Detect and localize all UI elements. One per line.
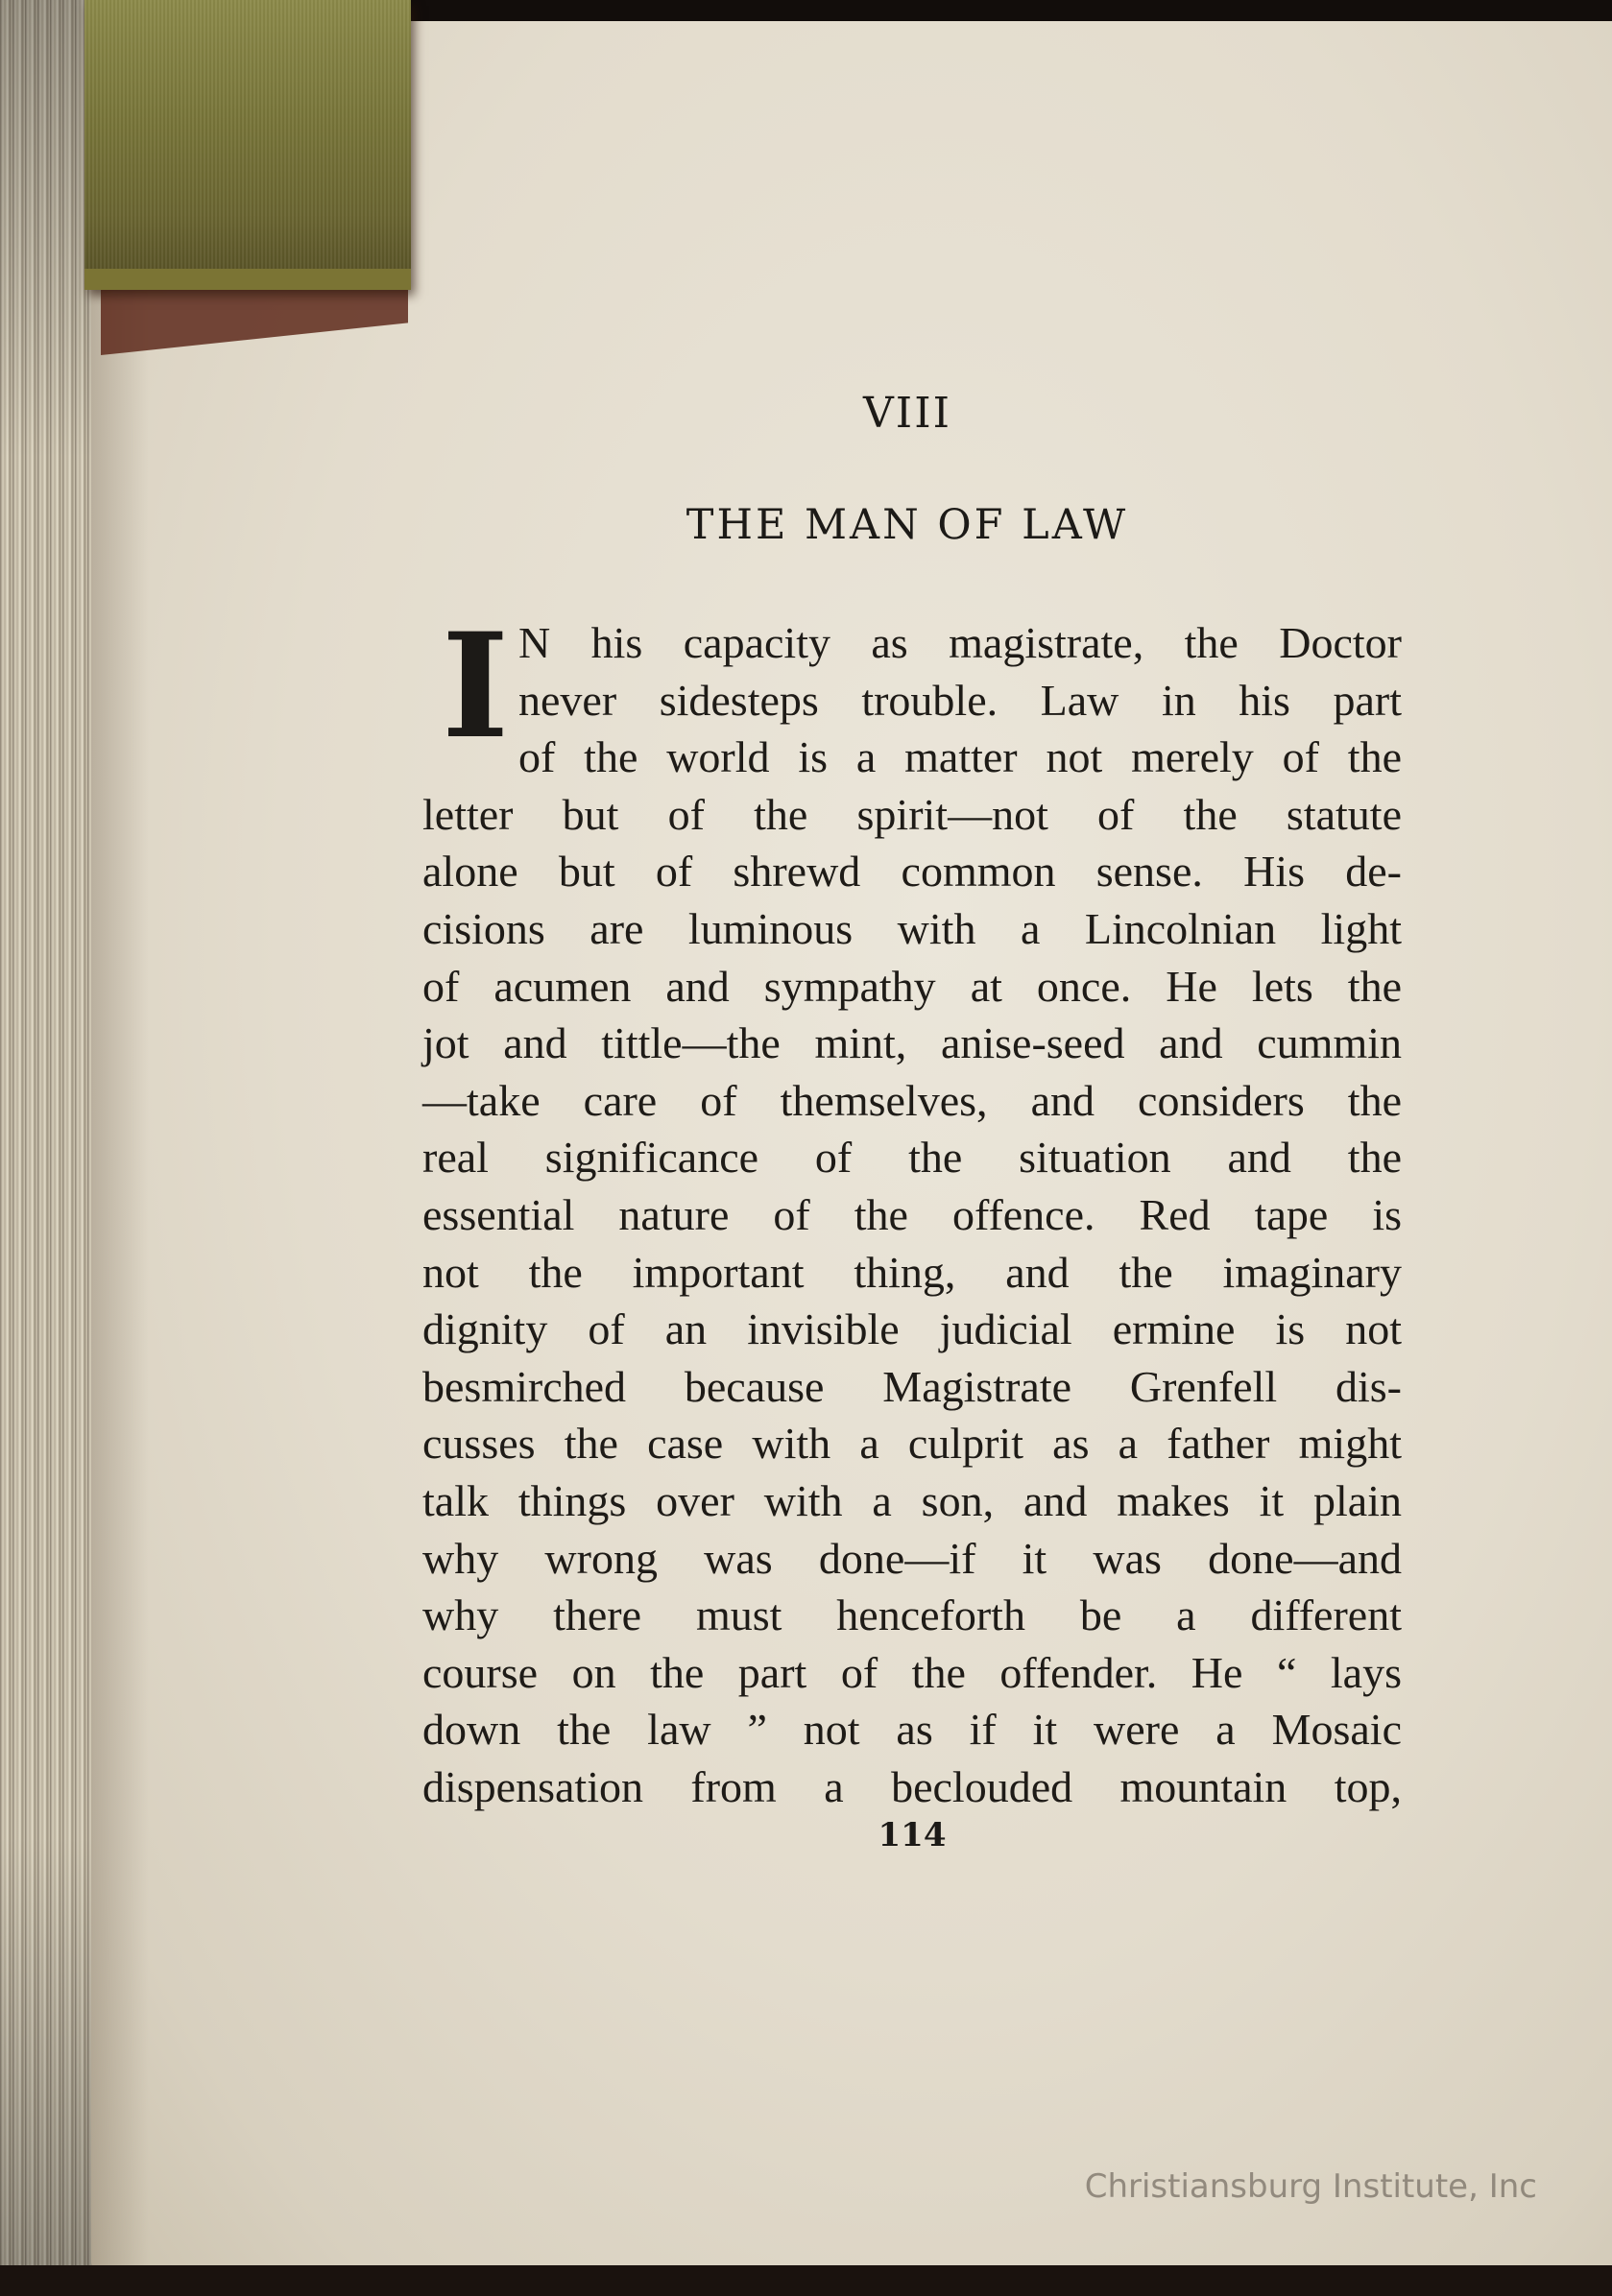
bookmark-ribbon — [84, 0, 411, 290]
text-line: dignity of an invisible judicial ermine is not — [422, 1304, 1402, 1354]
text-line: alone but of shrewd common sense. His de- — [422, 847, 1402, 897]
chapter-number: VIII — [863, 389, 951, 438]
text-line: essential nature of the offence. Red tape is — [422, 1189, 1402, 1239]
text-line: not the important thing, and the imaginary — [422, 1247, 1402, 1297]
gutter-shadow — [91, 21, 149, 2272]
text-line: —take care of themselves, and considers the — [422, 1075, 1402, 1125]
text-line: real significance of the situation and the — [422, 1133, 1402, 1183]
text-line: besmirched because Magistrate Grenfell dis- — [422, 1361, 1402, 1411]
text-line: of the world is a matter not merely of the — [518, 732, 1402, 782]
text-line: letter but of the spirit—not of the statute — [422, 789, 1402, 839]
text-line: down the law ” not as if it were a Mosaic — [422, 1705, 1402, 1755]
chapter-title: THE MAN OF LAW — [686, 501, 1129, 549]
drop-cap: I — [442, 602, 510, 771]
text-line: jot and tittle—the mint, anise-seed and cummin — [422, 1018, 1402, 1068]
text-line: N his capacity as magistrate, the Doctor — [518, 618, 1402, 667]
watermark-text: Christiansburg Institute, Inc — [1084, 2167, 1537, 2206]
text-line: never sidesteps trouble. Law in his part — [518, 675, 1402, 725]
text-line: of acumen and sympathy at once. He lets the — [422, 961, 1402, 1011]
body-text — [422, 602, 1402, 1815]
text-line: cusses the case with a culprit as a father might — [422, 1419, 1402, 1469]
page-number: 114 — [878, 1816, 947, 1854]
text-line: course on the part of the offender. He “ lays — [422, 1647, 1402, 1697]
text-line: why wrong was done—if it was done—and — [422, 1533, 1402, 1583]
text-line: dispensation from a beclouded mountain top, — [422, 1761, 1402, 1811]
text-line: cisions are luminous with a Lincolnian light — [422, 903, 1402, 953]
bottom-shadow — [0, 2265, 1612, 2296]
text-line: talk things over with a son, and makes it plain — [422, 1475, 1402, 1525]
text-line: why there must henceforth be a different — [422, 1590, 1402, 1640]
